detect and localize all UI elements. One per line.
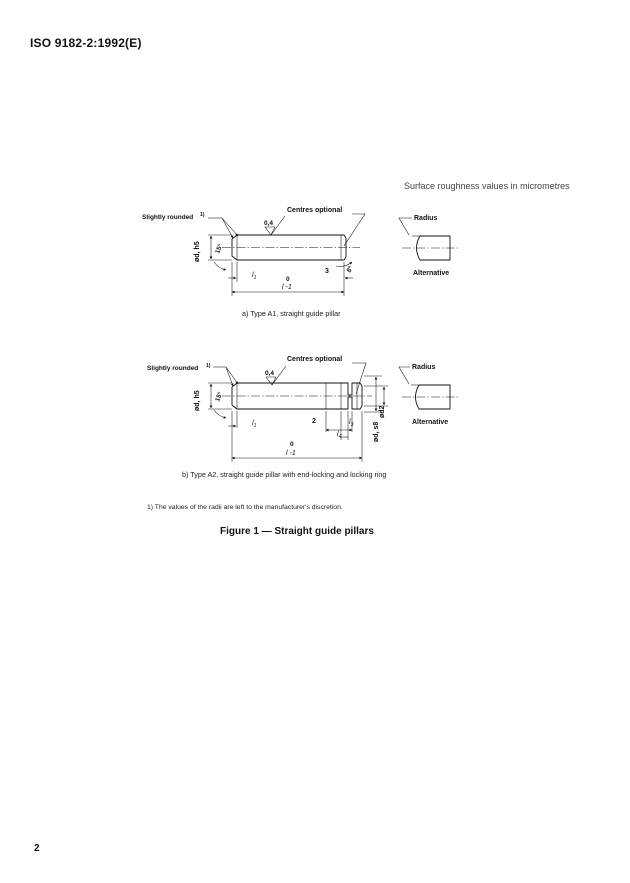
diameter-label-b: ød, h5 <box>194 390 201 411</box>
l4-subscript-b: 4 <box>338 434 342 440</box>
surface-roughness-note: Surface roughness values in micrometres <box>404 181 570 191</box>
centres-optional-label-b: Centres optional <box>287 356 343 363</box>
drawing-a2-pillar <box>147 356 388 462</box>
diameter-label-a: ød, h5 <box>194 241 201 262</box>
l4-symbol-b: l <box>337 431 339 438</box>
detail-radius-alternative-a <box>399 215 458 277</box>
l3-symbol-b: l <box>349 419 351 426</box>
angle-15-label-b: 15° <box>214 391 225 403</box>
alternative-label-b: Alternative <box>412 419 449 426</box>
dim-3-label-a: 3 <box>325 268 329 275</box>
tolerance-upper-b: 0 <box>290 441 294 448</box>
tolerance-upper-a: 0 <box>286 276 290 283</box>
figure-title: Figure 1 — Straight guide pillars <box>220 526 374 537</box>
figure-footnote: 1) The values of the radii are left to the manufacturer's discretion. <box>147 504 343 511</box>
radius-label-b: Radius <box>412 364 436 371</box>
tolerance-lower-a: l -1 <box>282 284 292 291</box>
roughness-value-a: 0,4 <box>264 220 274 227</box>
radius-label-a: Radius <box>414 215 438 222</box>
footnote-ref-b: 1) <box>206 363 211 369</box>
l3-subscript-b: 3 <box>350 422 354 428</box>
caption-type-a2: b) Type A2, straight guide pillar with end-locking and locking ring <box>182 470 387 479</box>
l1-label-a <box>252 272 257 281</box>
detail-radius-alternative-b <box>399 364 458 426</box>
l1-subscript-a: 1 <box>253 275 257 281</box>
angle-15-label-a: 15° <box>214 243 225 255</box>
page-number: 2 <box>34 843 40 854</box>
dim-2-label-b: 2 <box>312 418 316 425</box>
drawing-a1-pillar <box>142 207 365 296</box>
l1-symbol-a: l <box>252 272 254 279</box>
l1-label-b <box>252 420 257 429</box>
slightly-rounded-label-b: Slightly rounded <box>147 365 199 372</box>
tolerance-lower-b: l -1 <box>286 450 296 457</box>
alternative-label-a: Alternative <box>413 270 450 277</box>
l1-subscript-b: 1 <box>253 423 257 429</box>
roughness-value-b: 0,4 <box>265 370 275 377</box>
l1-symbol-b: l <box>252 420 254 427</box>
diameter-2-label-b: ød2 <box>379 405 386 418</box>
footnote-ref-a: 1) <box>200 212 205 218</box>
caption-type-a1: a) Type A1, straight guide pillar <box>242 309 341 318</box>
diameter-1-s8-label-b: ød, s8 <box>373 421 380 442</box>
standard-header: ISO 9182-2:1992(E) <box>30 36 142 50</box>
slightly-rounded-label-a: Slightly rounded <box>142 214 194 221</box>
angle-8-label-a: 8° <box>345 265 355 274</box>
l3-label-b <box>349 419 354 428</box>
centres-optional-label-a: Centres optional <box>287 207 343 214</box>
